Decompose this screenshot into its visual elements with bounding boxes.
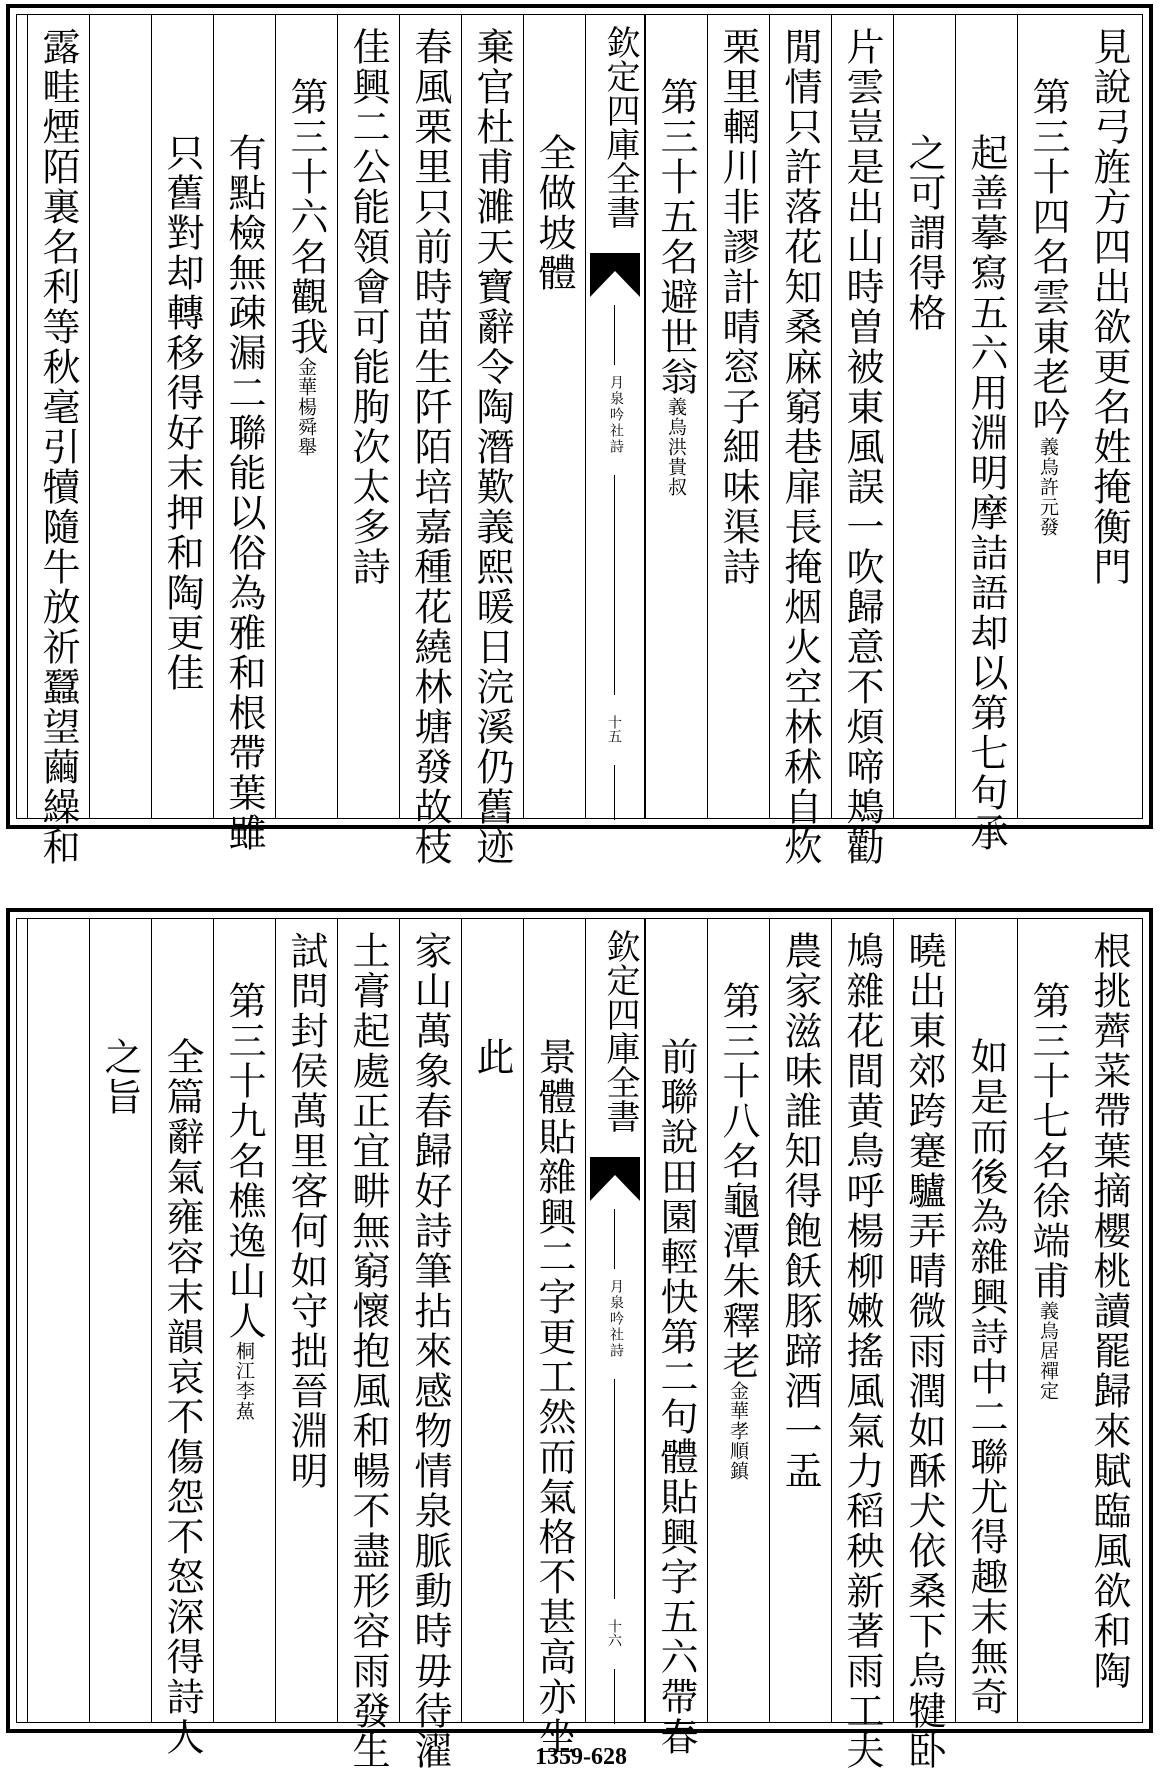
poem-text: 曉出東郊跨蹇驢弄晴微雨潤如酥犬依桑下烏犍卧 xyxy=(902,931,946,1771)
text-column xyxy=(645,919,707,1757)
text-column xyxy=(27,15,89,867)
text-column xyxy=(275,919,337,1722)
commentary-text: 景體貼雜興二字更工然而氣格不甚高亦坐 xyxy=(532,1037,576,1757)
poem-text: 鳩雜花間黄鳥呼楊柳嫩搖風氣力稻秧新著雨工夫 xyxy=(840,931,884,1771)
text-column xyxy=(707,919,769,1722)
entry-heading xyxy=(276,77,336,457)
commentary-text: 之可謂得格 xyxy=(902,133,946,333)
entry-heading xyxy=(646,77,706,497)
fold-line xyxy=(614,765,615,820)
top-page xyxy=(6,4,1153,867)
fishtail-mark-icon xyxy=(590,253,640,297)
text-column xyxy=(275,15,337,818)
text-column xyxy=(213,919,275,1722)
entry-attribution: 義烏許元發 xyxy=(1037,437,1059,537)
commentary-text: 起善摹寫五六用淵明摩詰語却以第七句承 xyxy=(964,133,1008,853)
text-column xyxy=(1079,919,1141,1722)
text-column xyxy=(337,919,399,1771)
fold-line xyxy=(614,475,615,695)
entry-attribution: 義烏居禪定 xyxy=(1037,1301,1059,1401)
entry-attribution: 金華楊舜舉 xyxy=(295,357,317,457)
text-column xyxy=(955,15,1017,853)
text-column xyxy=(831,919,893,1771)
text-column xyxy=(769,15,831,867)
text-column xyxy=(213,15,275,853)
entry-heading xyxy=(1018,981,1078,1401)
text-column xyxy=(831,15,893,867)
entry-attribution: 金華孝順鎮 xyxy=(727,1381,749,1481)
text-column xyxy=(893,919,955,1771)
poem-text: 土膏起處正宜畊無窮懷抱風和暢不盡形容雨發生 xyxy=(346,931,390,1771)
top-page-frame xyxy=(16,14,1143,867)
poem-text: 農家滋味誰知得飽飫豚蹄酒一盂 xyxy=(778,931,822,1491)
fold-line xyxy=(614,1209,615,1269)
text-column xyxy=(399,919,461,1771)
book-title: 欽定四庫全書 xyxy=(600,929,640,1133)
text-column xyxy=(461,919,523,1722)
fold-margin xyxy=(585,15,645,818)
entry-heading xyxy=(1018,77,1078,537)
commentary-text: 如是而後為雜興詩中二聯尤得趣末無奇 xyxy=(964,1037,1008,1717)
poem-text: 春風栗里只前時苗生阡陌培嘉種花繞林塘發故枝 xyxy=(408,27,452,867)
entry-heading xyxy=(708,981,768,1481)
text-column xyxy=(89,15,151,818)
text-column xyxy=(523,15,585,818)
poem-text: 家山萬象春歸好詩筆拈來感物情泉脈動時毋待濯 xyxy=(408,931,452,1771)
fold-margin xyxy=(585,919,645,1722)
text-column xyxy=(893,15,955,818)
poem-text: 閒情只許落花知桑麻窮巷扉長掩烟火空林秫自炊 xyxy=(778,27,822,867)
entry-attribution: 桐江李䔡 xyxy=(233,1341,255,1421)
column-text: 見說弓旌方四出欲更名姓掩衡門 xyxy=(1087,27,1131,587)
text-column xyxy=(27,919,89,1722)
fold-line xyxy=(614,1669,615,1724)
leaf-number: 十五 xyxy=(606,715,622,743)
entry-rank: 第三十七名徐端甫 xyxy=(1026,981,1070,1301)
poem-text: 栗里輞川非謬計晴窓子細味渠詩 xyxy=(716,27,760,587)
poem-text: 根挑薺菜帶葉摘櫻桃讀罷歸來賦臨風欲和陶 xyxy=(1087,931,1131,1691)
source-title: 月泉吟社詩 xyxy=(608,375,624,455)
source-title: 月泉吟社詩 xyxy=(608,1279,624,1359)
fold-line xyxy=(614,305,615,365)
text-column xyxy=(955,919,1017,1722)
poem-text: 棄官杜甫濉天寶辭令陶潛歎義熙暖日浣溪仍舊迹 xyxy=(470,27,514,867)
fishtail-mark-icon xyxy=(590,1157,640,1201)
text-column xyxy=(769,919,831,1722)
entry-heading xyxy=(214,981,274,1421)
commentary-text: 前聯說田園輕快第二句體貼興字五六帶春 xyxy=(654,1037,698,1757)
entry-rank: 第三十六名觀我 xyxy=(284,77,328,357)
commentary-text: 此 xyxy=(470,1037,514,1077)
poem-text: 露畦煙陌裏名利等秋毫引犢隨牛放祈蠶望繭繰和 xyxy=(36,27,80,867)
commentary-text: 只舊對却轉移得好末押和陶更佳 xyxy=(160,133,204,693)
commentary-text: 全做坡體 xyxy=(532,133,576,293)
text-column xyxy=(645,15,707,818)
text-column xyxy=(523,919,585,1757)
text-column xyxy=(1079,15,1141,818)
fold-line xyxy=(614,1379,615,1599)
text-column xyxy=(337,15,399,818)
entry-rank: 第三十九名樵逸山人 xyxy=(222,981,266,1341)
text-column xyxy=(151,15,213,818)
text-column xyxy=(1017,919,1079,1722)
entry-rank: 第三十五名避世翁 xyxy=(654,77,698,397)
leaf-number: 十六 xyxy=(606,1619,622,1647)
commentary-text: 全篇辭氣雍容末韻哀不傷怨不怒深得詩人 xyxy=(160,1037,204,1757)
text-column xyxy=(399,15,461,867)
entry-rank: 第三十四名雲東老吟 xyxy=(1026,77,1070,437)
poem-text: 佳興二公能領會可能朐次太多詩 xyxy=(346,27,390,587)
text-column xyxy=(1017,15,1079,818)
entry-rank: 第三十八名龜潭朱釋老 xyxy=(716,981,760,1381)
entry-attribution: 義烏洪貴叔 xyxy=(665,397,687,497)
commentary-text: 有點檢無疎漏二聯能以俗為雅和根帶葉雖 xyxy=(222,133,266,853)
poem-text: 片雲豈是出山時曽被東風誤一吹歸意不煩啼鴂勸 xyxy=(840,27,884,867)
book-title: 欽定四庫全書 xyxy=(600,25,640,229)
commentary-text: 之旨 xyxy=(98,1037,142,1117)
page-code: 1359-628 xyxy=(535,1744,627,1770)
text-column xyxy=(89,919,151,1722)
text-column xyxy=(707,15,769,818)
text-column xyxy=(461,15,523,867)
poem-text: 試問封侯萬里客何如守拙晉淵明 xyxy=(284,931,328,1491)
text-column xyxy=(151,919,213,1757)
